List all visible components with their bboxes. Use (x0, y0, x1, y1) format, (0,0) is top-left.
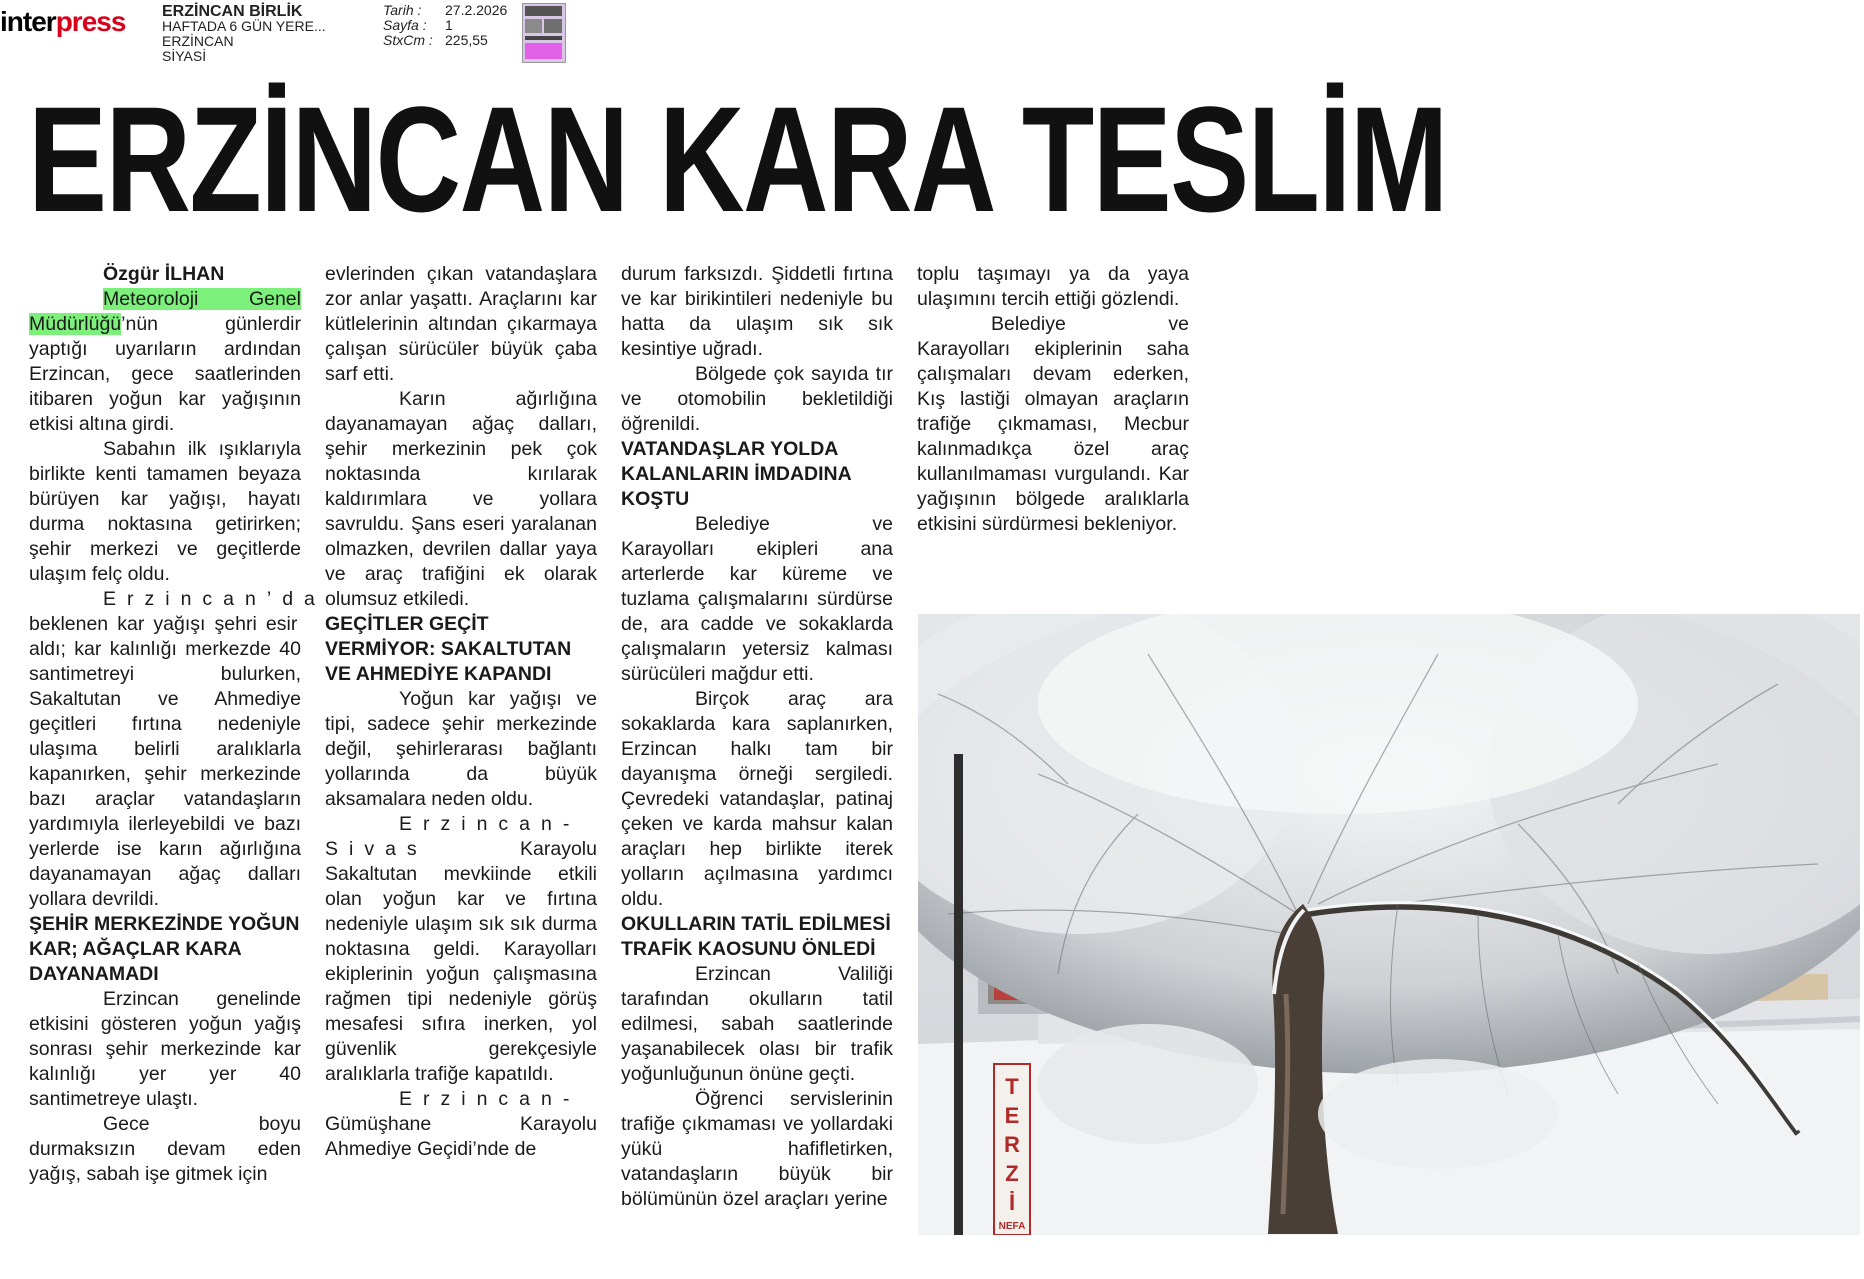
article-column-1 (29, 262, 326, 1187)
snow-scene-illustration (918, 614, 1860, 1235)
publication-city: ERZİNCAN (162, 33, 234, 49)
article-column-4 (917, 262, 1189, 537)
paragraph: durum farksızdı. Şiddetli fırtına ve kar birikintileri nedeniyle bu hatta da ulaşım sık sık kesintiye uğradı. (621, 263, 893, 360)
sign-letter: T (1005, 1074, 1019, 1099)
clipping-page: 1 (445, 17, 453, 33)
paragraph: Birçok araç ara sokaklarda kara saplanırken, Erzincan halkı tam bir dayanışma örneği sergiledi. Çevredeki vatandaşlar, patinaj çeken ve karda mahsur kalan araçları hep birlikte iterek yolların açılmasına yardımcı oldu. (621, 688, 893, 910)
page-thumbnail[interactable] (522, 3, 566, 63)
article-author: Özgür İLHAN (103, 263, 225, 285)
paragraph: Meteoroloji Genel Müdürlüğü’nün günlerdir yaptığı uyarıların ardından Erzincan, gece saatlerinden itibaren yoğun kar yağışının etkisi altına girdi. (29, 288, 301, 435)
section-heading: GEÇİTLER GEÇİT VERMİYOR: SAKALTUTAN VE AHMEDİYE KAPANDI (325, 613, 572, 685)
paragraph: Öğrenci servislerinin trafiğe çıkmaması ve yollardaki yükü hafifletirken, vatandaşların büyük bir bölümünün özel araçları yerine (621, 1088, 893, 1210)
paragraph: evlerinden çıkan vatandaşlara zor anlar yaşattı. Araçlarını kar kütlelerinin altından çıkarmaya çalışan sürücüler büyük çaba sarf etti. (325, 263, 597, 385)
paragraph: Bölgede çok sayıda tır ve otomobilin bekletildiği öğrenildi. (621, 363, 893, 435)
paragraph: Erzincan genelinde etkisini gösteren yoğun yağış sonrası şehir merkezinde kar kalınlığı yer yer 40 santimetreye ulaştı. (29, 988, 301, 1110)
article-column-2 (325, 262, 597, 1162)
sign-letter: R (1004, 1132, 1020, 1157)
sign-letter: E (1004, 1103, 1020, 1128)
section-heading: OKULLARIN TATİL EDİLMESİ TRAFİK KAOSUNU ÖNLEDİ (621, 913, 891, 960)
paragraph: toplu taşımayı ya da yaya ulaşımını tercih ettiği gözlendi. (917, 263, 1189, 310)
clipping-meta: Tarih : 27.2.2026 Sayfa : 1 StxCm : 225,55 (383, 2, 508, 48)
paragraph: Karın ağırlığına dayanamayan ağaç dalları, şehir merkezinin pek çok noktasında kırılarak kaldırımlara ve yollara savruldu. Şans eseri yaralanan olmazken, devrilen dallar yaya ve araç trafiğini ek olarak olumsuz etkiledi. (325, 388, 597, 610)
highlighted-keyword: Meteoroloji Genel Müdürlüğü (29, 288, 301, 335)
section-heading: ŞEHİR MERKEZİNDE YOĞUN KAR; AĞAÇLAR KARA DAYANAMADI (29, 913, 300, 985)
snow-tree-photo (918, 614, 1860, 1235)
sign-letter: İ (1008, 1190, 1016, 1215)
clipping-size: 225,55 (445, 32, 488, 48)
publication-frequency: HAFTADA 6 GÜN YERE... (162, 18, 326, 34)
paragraph: Gece boyu durmaksızın devam eden yağış, sabah işe gitmek için (29, 1113, 301, 1185)
interpress-logo: interpress (0, 6, 126, 37)
sign-letter: Z (1005, 1161, 1019, 1186)
publication-info (162, 4, 326, 64)
publication-name: ERZİNCAN BİRLİK (162, 3, 303, 20)
paragraph: Yoğun kar yağışı ve tipi, sadece şehir merkezinde değil, şehirlerarası bağlantı yollarında da büyük aksamalara neden oldu. (325, 688, 597, 810)
paragraph: Erzincan- Gümüşhane Karayolu Ahmediye Geçidi’nde de (325, 1088, 597, 1160)
paragraph: Erzincan Valiliği tarafından okulların tatil edilmesi, sabah saatlerinde yaşanabilecek olası bir trafik yoğunluğunun önüne geçti. (621, 963, 893, 1085)
paragraph: Erzincan’da beklenen kar yağışı şehri esir aldı; kar kalınlığı merkezde 40 santimetreyi bulurken, Sakaltutan ve Ahmediye geçitleri fırtına nedeniyle ulaşıma belirli aralıklarla kapanırken, şehir merkezinde bazı araçlar vatandaşların yardımıyla ilerleyebildi ve bazı yerlerde ise karın ağırlığına dayanamayan ağaç dalları yollara devrildi. (29, 588, 326, 910)
paragraph: Belediye ve Karayolları ekiplerinin saha çalışmaları devam ederken, Kış lastiği olmayan araçların trafiğe çıkmaması, Mecbur kalınmadıkça özel araç kullanılmaması vurgulandı. Kar yağışının bölgede aralıklarla etkisini sürdürmesi bekleniyor. (917, 313, 1189, 535)
article-headline: ERZİNCAN KARA TESLİM (28, 75, 1447, 243)
publication-category: SİYASİ (162, 48, 207, 64)
paragraph: Erzincan-Sivas Karayolu Sakaltutan mevkiinde etkili olan yoğun kar ve fırtına nedeniyle ulaşım sık sık durma noktasına geldi. Karayolları ekiplerinin yoğun çalışmasına rağmen tipi nedeniyle görüş mesafesi sıfıra inerken, yol güvenlik gerekçesiyle aralıklarla trafiğe kapatıldı. (325, 813, 597, 1085)
clipping-date: 27.2.2026 (445, 2, 508, 18)
paragraph: Sabahın ilk ışıklarıyla birlikte kenti tamamen beyaza bürüyen kar yağışı, hayatı durma noktasına getirirken; şehir merkezi ve geçitlerde ulaşım felç oldu. (29, 438, 301, 585)
article-column-3 (621, 262, 893, 1212)
section-heading: VATANDAŞLAR YOLDA KALANLARIN İMDADINA KOŞTU (621, 438, 852, 510)
sign-subtext: NEFA (998, 1221, 1026, 1232)
paragraph: Belediye ve Karayolları ekipleri ana arterlerde kar küreme ve tuzlama çalışmalarını sürdürse de, ara cadde ve sokaklarda çalışmaların yetersiz kalması sürücüleri mağdur etti. (621, 513, 893, 685)
